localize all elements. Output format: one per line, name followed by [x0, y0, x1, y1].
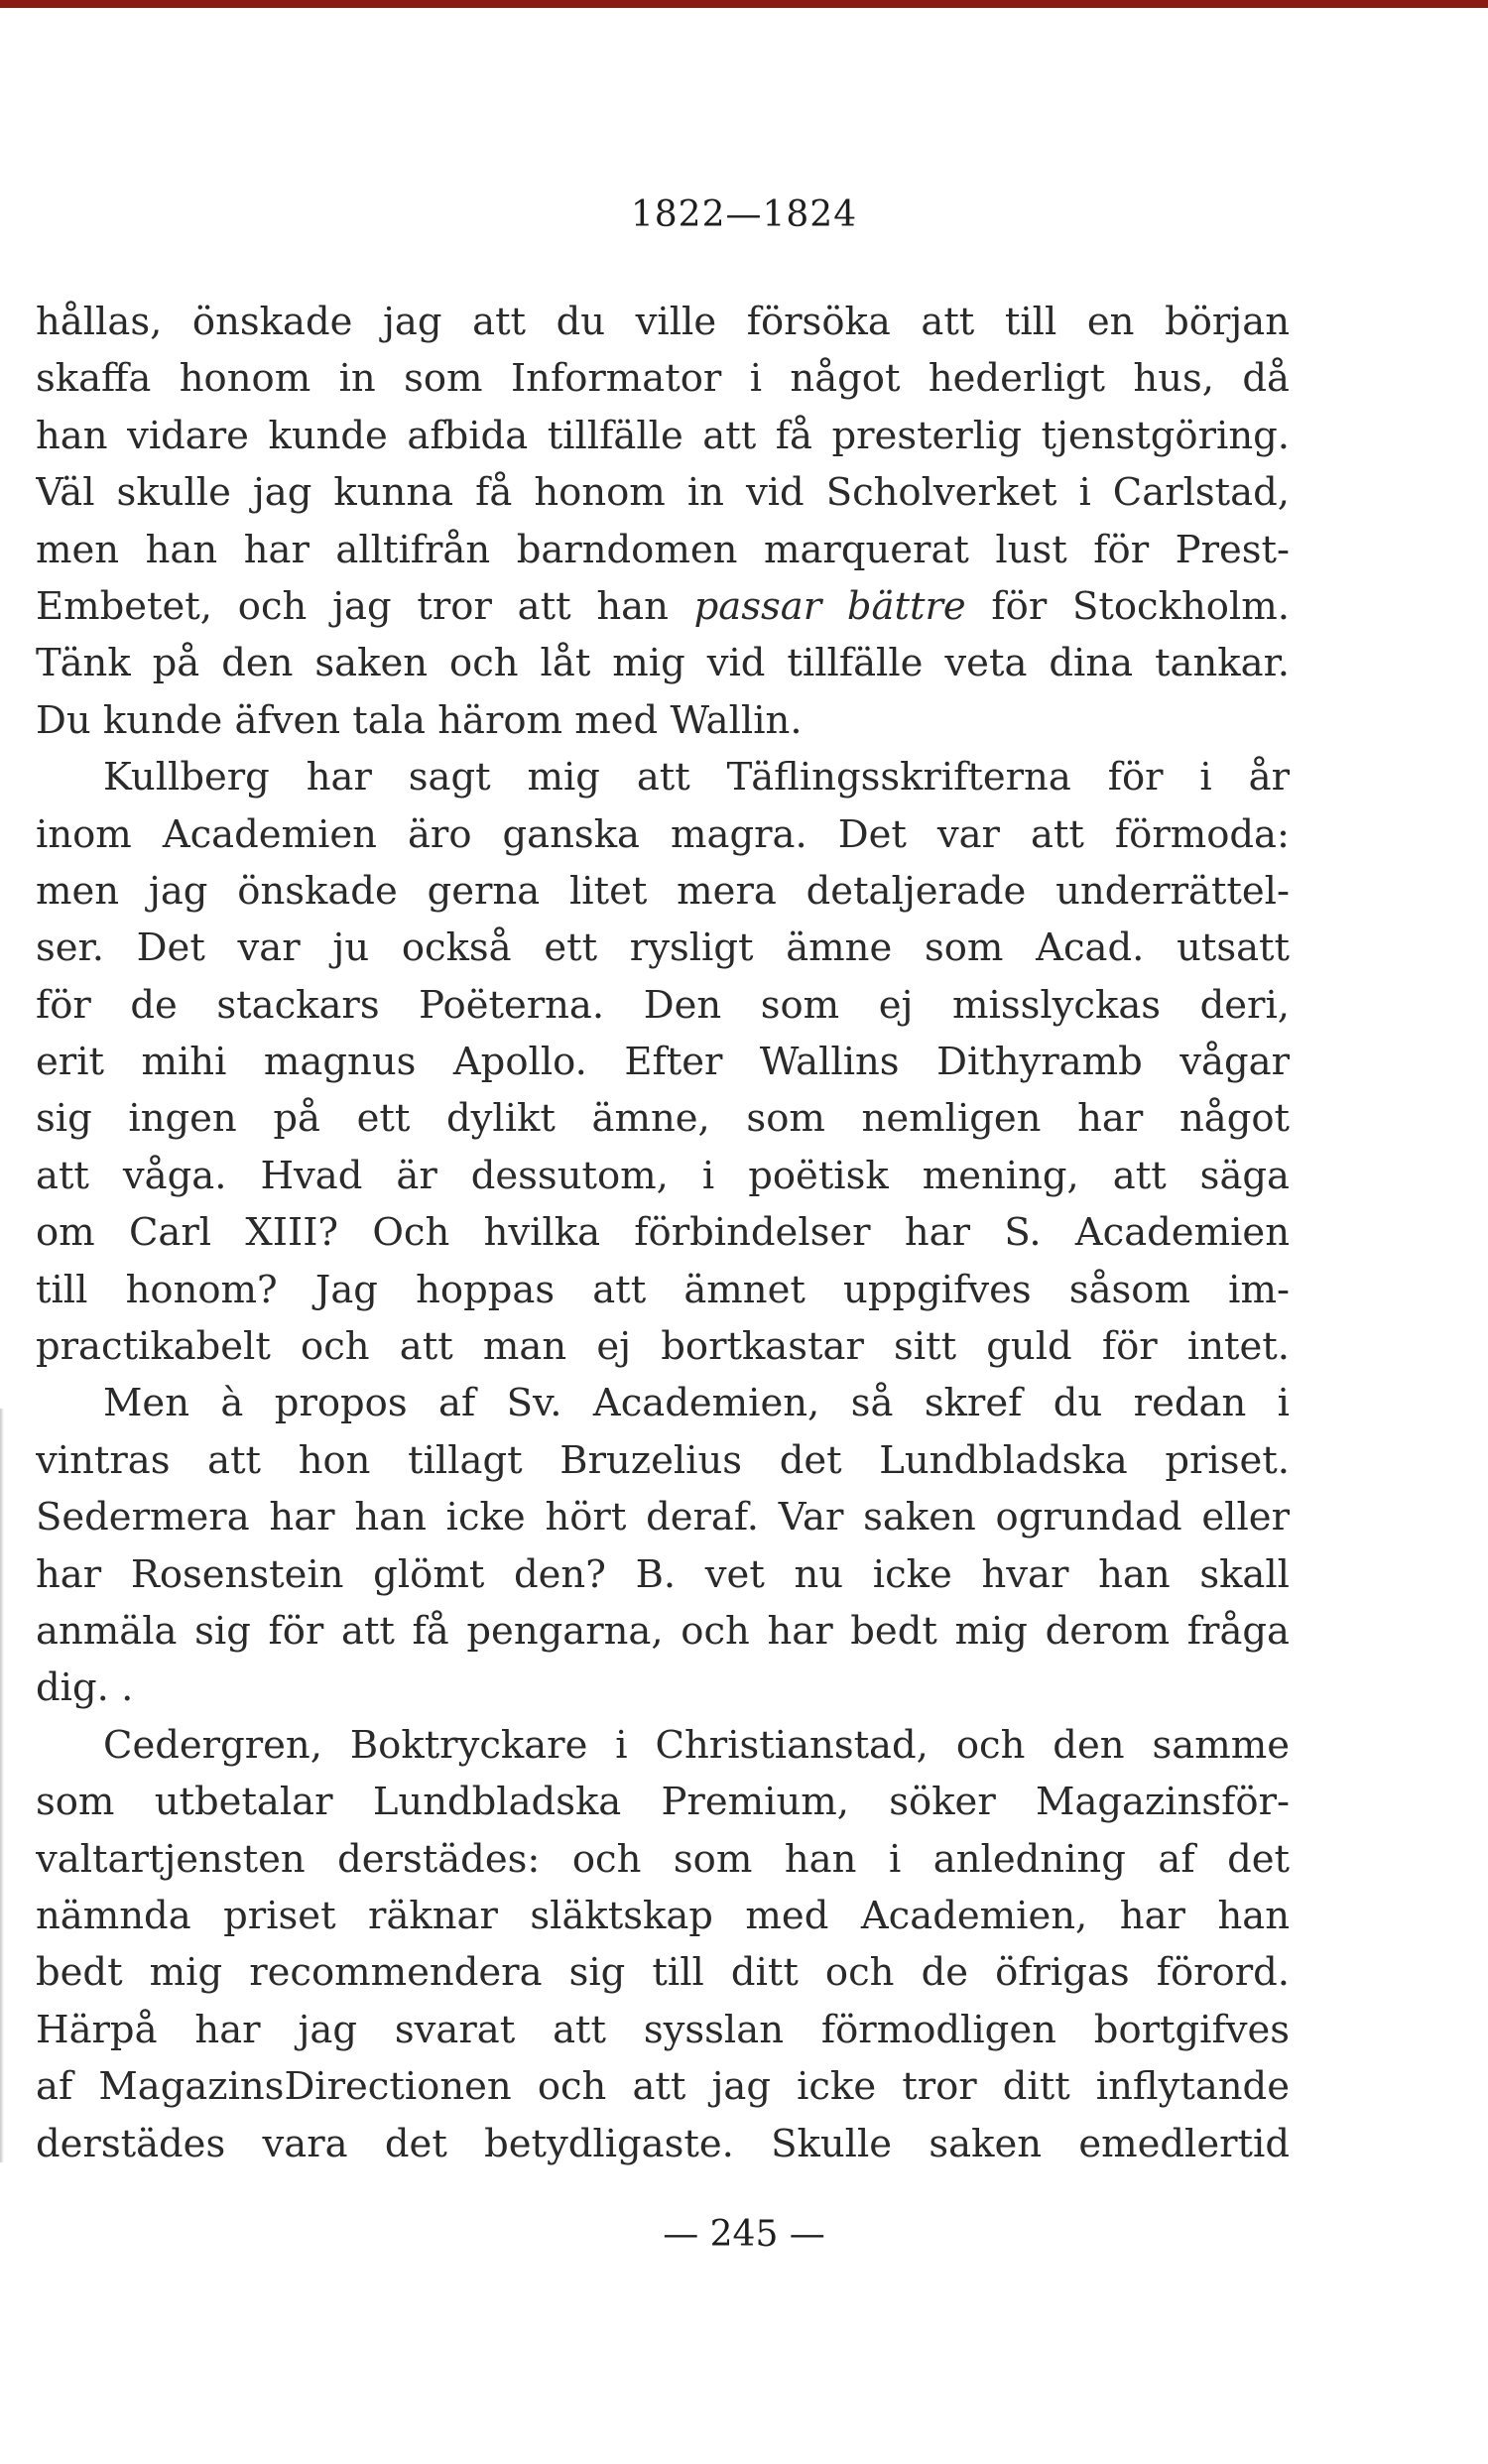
paragraph-start-line: Cedergren, Boktryckare i Christianstad, och den samme	[103, 1722, 1290, 1768]
text-line: om Carl XIII? Och hvilka förbindelser har S. Academien	[36, 1210, 1290, 1256]
text-line: Väl skulle jag kunna få honom in vid Scholverket i Carlstad,	[36, 470, 1290, 516]
text-line: valtartjensten derstädes: och som han i anledning af det	[36, 1836, 1290, 1882]
text-line: erit mihi magnus Apollo. Efter Wallins Dithyramb vågar	[36, 1040, 1290, 1085]
text-line-with-emphasis	[36, 578, 1290, 635]
text-line: han vidare kunde afbida tillfälle att få presterlig tjenstgöring.	[36, 413, 1290, 458]
text-line: nämnda priset räknar släktskap med Academien, har han	[36, 1893, 1290, 1938]
text-line: vintras att hon tillagt Bruzelius det Lundbladska priset.	[36, 1437, 1290, 1483]
text-line: af MagazinsDirectionen och att jag icke tror ditt inflytande	[36, 2064, 1290, 2110]
text-line: Sedermera har han icke hört deraf. Var saken ogrundad eller	[36, 1495, 1290, 1540]
text-line: Tänk på den saken och låt mig vid tillfälle veta dina tankar.	[36, 641, 1290, 686]
page-top-edge	[0, 0, 1488, 8]
text-line: till honom? Jag hoppas att ämnet uppgifves såsom im-	[36, 1267, 1290, 1312]
text-line: hållas, önskade jag att du ville försöka att till en början	[36, 300, 1290, 344]
text-line: men han har alltifrån barndomen marquerat lust för Prest-	[36, 527, 1290, 572]
text-segment: för Stockholm.	[965, 583, 1290, 629]
text-line: skaffa honom in som Informator i något hederligt hus, då	[36, 356, 1290, 402]
text-line: Härpå har jag svarat att sysslan förmodligen bortgifves	[36, 2007, 1290, 2052]
text-line: som utbetalar Lundbladska Premium, söker Magazinsför-	[36, 1780, 1290, 1825]
page-number: — 245 —	[663, 2214, 825, 2255]
text-line: ser. Det var ju också ett rysligt ämne som Acad. utsatt	[36, 925, 1290, 971]
binding-shadow	[0, 1409, 4, 2162]
text-line: för de stackars Poëterna. Den som ej misslyckas deri,	[36, 982, 1290, 1028]
running-head: 1822—1824	[630, 194, 858, 235]
text-line: men jag önskade gerna litet mera detaljerade underrättel-	[36, 868, 1290, 914]
paragraph-start-line: Kullberg har sagt mig att Täflingsskrifterna för i år	[103, 755, 1290, 801]
text-line: sig ingen på ett dylikt ämne, som nemligen har något	[36, 1096, 1290, 1142]
text-line: att våga. Hvad är dessutom, i poëtisk mening, att säga	[36, 1153, 1290, 1198]
text-line: practikabelt och att man ej bortkastar sitt guld för intet.	[36, 1324, 1290, 1370]
paragraph-start-line: Men à propos af Sv. Academien, så skref du redan i	[103, 1381, 1290, 1426]
emphasized-text: passar bättre	[693, 583, 966, 629]
text-line: derstädes vara det betydligaste. Skulle saken emedlertid	[36, 2121, 1290, 2166]
text-line: inom Academien äro ganska magra. Det var att förmoda:	[36, 811, 1290, 857]
text-line: har Rosenstein glömt den? B. vet nu icke hvar han skall	[36, 1551, 1290, 1597]
text-line: anmäla sig för att få pengarna, och har bedt mig derom fråga	[36, 1608, 1290, 1654]
body-text	[36, 294, 1290, 2172]
text-line: dig. .	[36, 1665, 134, 1711]
text-segment: Embetet, och jag tror att han	[36, 583, 694, 629]
text-line: Du kunde äfven tala härom med Wallin.	[36, 697, 803, 743]
text-line: bedt mig recommendera sig till ditt och de öfrigas förord.	[36, 1950, 1290, 1996]
